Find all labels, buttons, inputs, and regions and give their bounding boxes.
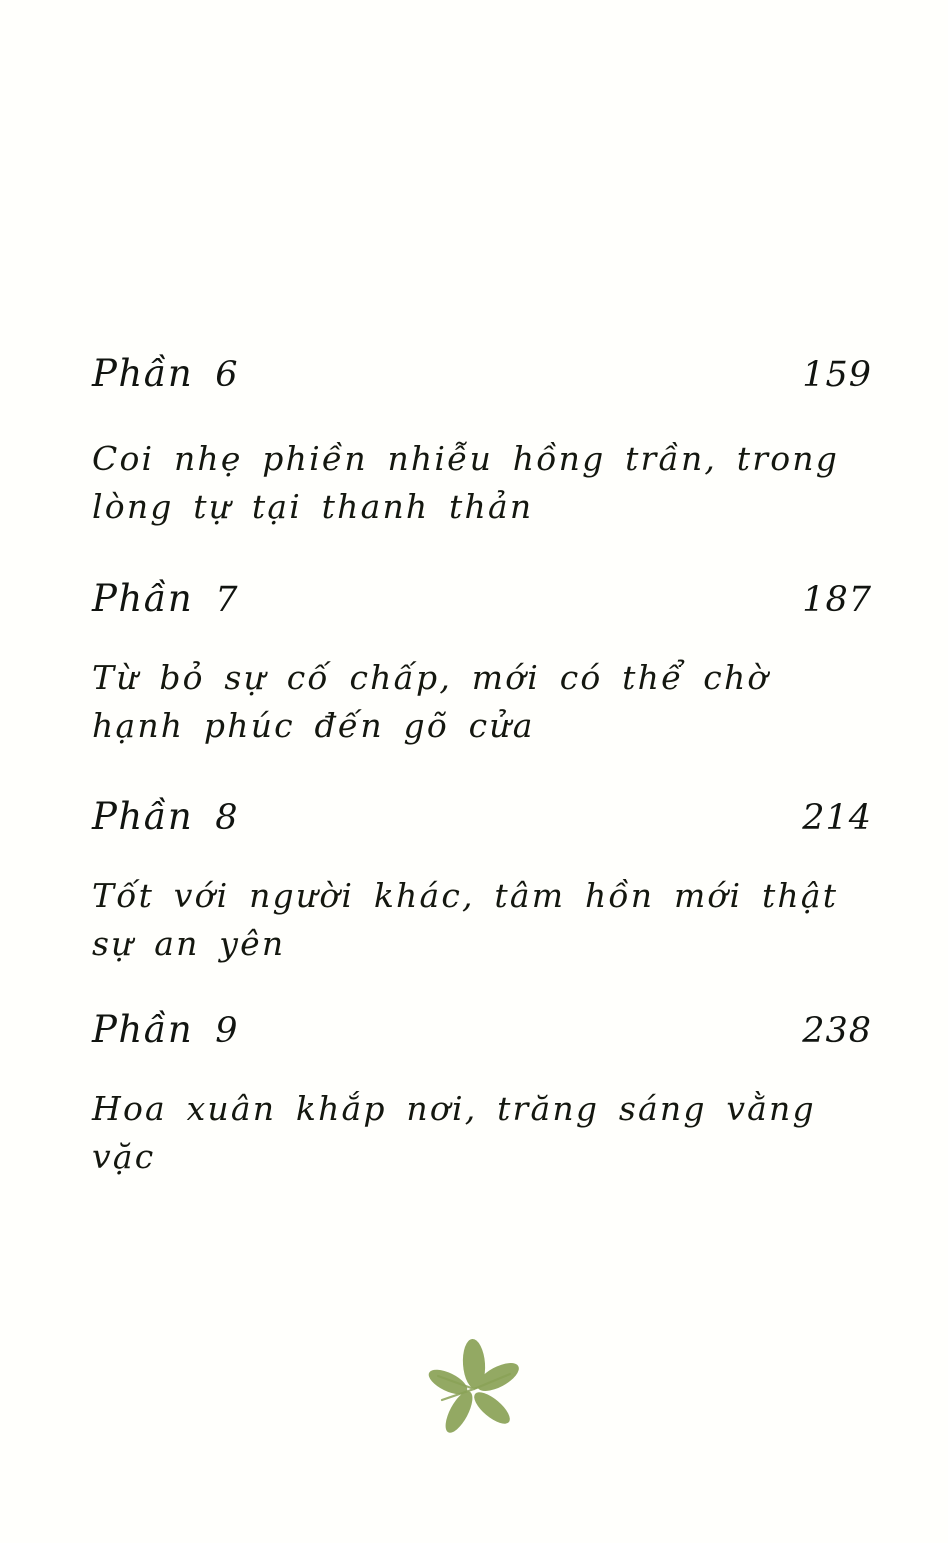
part-label [92, 1008, 239, 1051]
toc-entry [92, 795, 872, 968]
part-word: Phần [92, 576, 194, 620]
toc-entry-title: Hoa xuân khắp nơi, trăng sáng vằng vặc [92, 1089, 816, 1176]
page-number: 214 [802, 798, 872, 839]
toc-entry-header [92, 577, 872, 620]
part-number: 6 [215, 355, 240, 395]
page-number: 159 [802, 355, 872, 395]
toc-entry [92, 577, 872, 750]
page-number: 187 [802, 579, 872, 620]
table-of-contents [92, 352, 872, 1181]
part-word: Phần [92, 1008, 194, 1052]
toc-entry-header [92, 352, 872, 395]
toc-entry-header [92, 795, 872, 838]
toc-entry-title: Coi nhẹ phiền nhiễu hồng trần, trong lòng tự tại thanh thản [92, 439, 840, 526]
page-number: 238 [802, 1011, 872, 1052]
toc-entry [92, 1008, 872, 1181]
part-number: 8 [215, 798, 240, 839]
toc-entry [92, 352, 872, 531]
part-number: 7 [215, 579, 240, 620]
flower-ornament [0, 1332, 948, 1442]
toc-entry-title: Từ bỏ sự cố chấp, mới có thể chờ hạnh phúc đến gõ cửa [92, 657, 770, 745]
part-number: 9 [215, 1011, 240, 1052]
part-word: Phần [92, 795, 194, 839]
part-word: Phần [92, 352, 194, 395]
part-label [92, 577, 239, 620]
toc-entry-header [92, 1008, 872, 1051]
part-label [92, 352, 239, 395]
part-label [92, 795, 239, 838]
toc-entry-title: Tốt với người khác, tâm hồn mới thật sự an yên [92, 876, 839, 964]
